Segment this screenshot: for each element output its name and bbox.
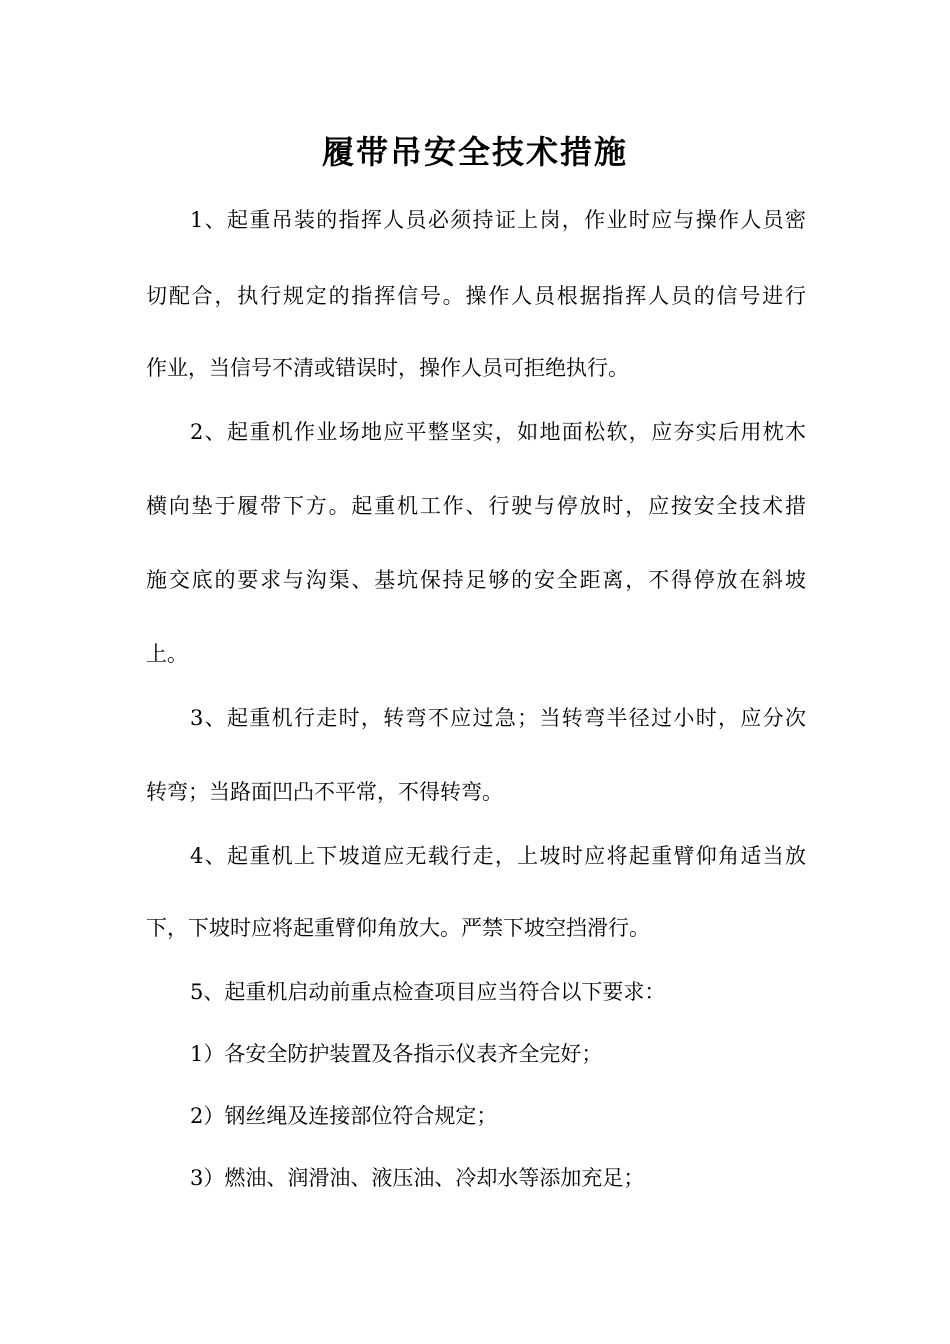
- paragraph-line: 作业，当信号不清或错误时，操作人员可拒绝执行。: [146, 356, 629, 380]
- paragraph-line: 下，下坡时应将起重臂仰角放大。严禁下坡空挡滑行。: [146, 916, 650, 940]
- paragraph-line: 1、起重吊装的指挥人员必须持证上岗，作业时应与操作人员密: [190, 208, 806, 232]
- paragraph-line: 2、起重机作业场地应平整坚实，如地面松软，应夯实后用枕木: [190, 420, 806, 444]
- list-item: 2）钢丝绳及连接部位符合规定；: [190, 1104, 498, 1128]
- paragraph-line: 横向垫于履带下方。起重机工作、行驶与停放时，应按安全技术措: [146, 494, 806, 518]
- paragraph-line: 4、起重机上下坡道应无载行走，上坡时应将起重臂仰角适当放: [190, 844, 806, 868]
- paragraph-line: 切配合，执行规定的指挥信号。操作人员根据指挥人员的信号进行: [146, 284, 806, 308]
- paragraph-line: 5、起重机启动前重点检查项目应当符合以下要求：: [190, 980, 666, 1004]
- paragraph-line: 施交底的要求与沟渠、基坑保持足够的安全距离，不得停放在斜坡: [146, 568, 806, 592]
- document-title: 履带吊安全技术措施: [321, 133, 628, 171]
- list-item: 1）各安全防护装置及各指示仪表齐全完好；: [190, 1042, 603, 1066]
- paragraph-line: 转弯；当路面凹凸不平常，不得转弯。: [146, 780, 503, 804]
- paragraph-line: 上。: [146, 642, 188, 666]
- list-item: 3）燃油、润滑油、液压油、冷却水等添加充足；: [190, 1166, 645, 1190]
- paragraph-line: 3、起重机行走时，转弯不应过急；当转弯半径过小时，应分次: [190, 706, 806, 730]
